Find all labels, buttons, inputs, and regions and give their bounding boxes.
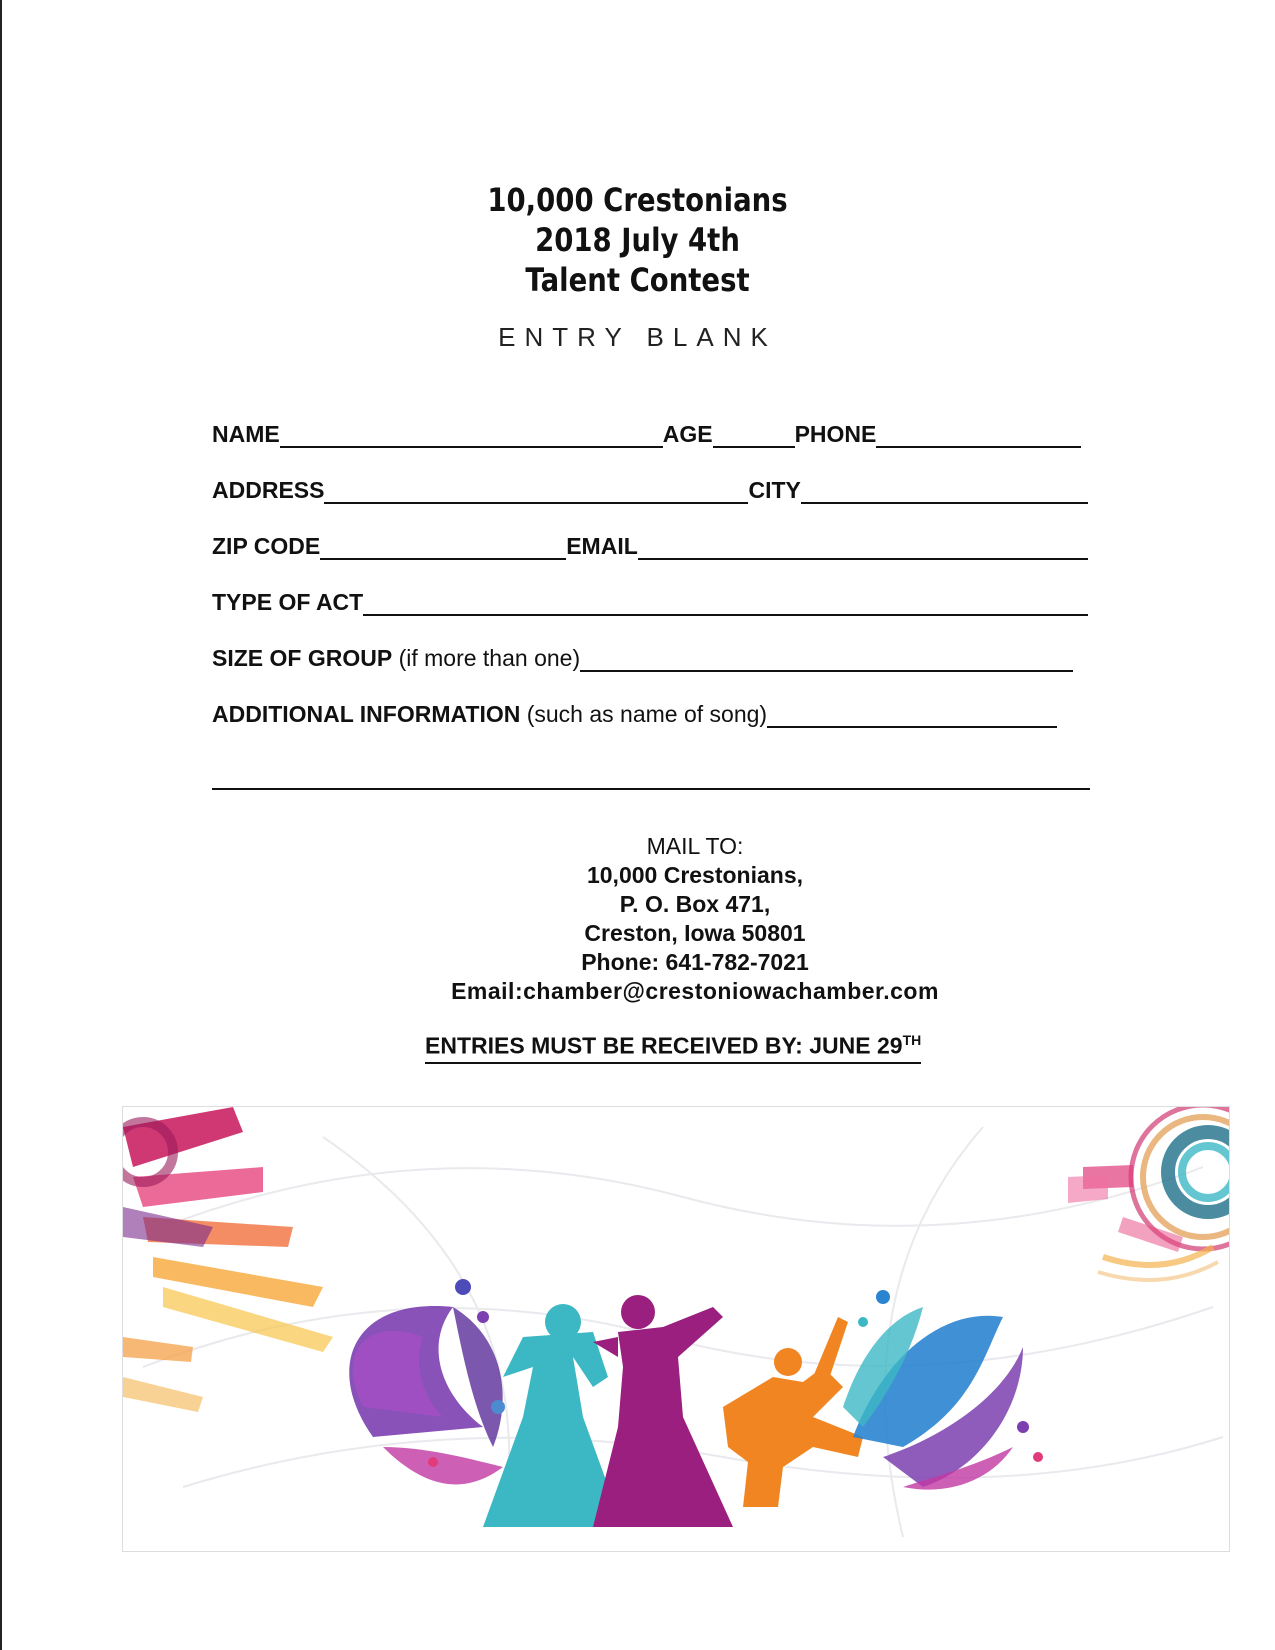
title-line-1: 10,000 Crestonians [487, 181, 788, 219]
age-label: AGE [662, 421, 713, 447]
group-field[interactable] [580, 644, 1073, 672]
info-label-text: ADDITIONAL INFORMATION [212, 701, 521, 727]
group-label-text: SIZE OF GROUP [212, 645, 393, 671]
orange-dancer-silhouette [723, 1317, 863, 1507]
address-field[interactable] [324, 476, 748, 504]
form-row-zip [212, 530, 1088, 560]
deadline-text: ENTRIES MUST BE RECEIVED BY: JUNE 29 [425, 1032, 903, 1059]
phone-field[interactable] [876, 420, 1081, 448]
mail-po-box: P. O. Box 471, [619, 891, 771, 917]
right-wing [843, 1290, 1043, 1490]
act-label: TYPE OF ACT [212, 589, 364, 615]
mail-org: 10,000 Crestonians, [586, 862, 804, 888]
info-note: (such as name of song) [520, 701, 768, 727]
magenta-singer-silhouette [593, 1295, 733, 1527]
info-label [212, 701, 767, 728]
zip-field[interactable] [320, 532, 566, 560]
form-row-address [212, 474, 1088, 504]
group-note: (if more than one) [392, 645, 581, 671]
form-row-group [212, 642, 1073, 672]
zip-label: ZIP CODE [212, 533, 321, 559]
form-row-name [212, 418, 1081, 448]
city-label: CITY [748, 477, 801, 503]
info-field[interactable] [767, 700, 1057, 728]
form-row-info-continued [212, 760, 1090, 790]
entry-blank-heading: ENTRY BLANK [498, 322, 777, 352]
left-starburst [123, 1107, 333, 1412]
talent-banner-illustration [122, 1106, 1230, 1552]
right-ring-burst [1068, 1107, 1230, 1280]
title-line-3: Talent Contest [525, 261, 750, 299]
mail-email: Email:chamber@crestoniowachamber.com [451, 978, 939, 1004]
deadline-notice [425, 1032, 921, 1064]
name-field[interactable] [280, 420, 663, 448]
address-label: ADDRESS [212, 477, 325, 503]
title-block [0, 180, 1275, 300]
email-field[interactable] [638, 532, 1088, 560]
info-field-continued[interactable] [212, 762, 1090, 790]
email-label: EMAIL [566, 533, 638, 559]
age-field[interactable] [713, 420, 795, 448]
mail-phone: Phone: 641-782-7021 [581, 949, 809, 975]
group-label [212, 645, 580, 672]
form-row-info [212, 698, 1057, 728]
mailing-address [0, 832, 1275, 1006]
deadline-suffix: TH [902, 1032, 922, 1048]
banner-art [123, 1107, 1230, 1552]
name-label: NAME [212, 421, 280, 447]
phone-label: PHONE [794, 421, 877, 447]
form-row-act [212, 586, 1088, 616]
mail-to-label: MAIL TO: [646, 833, 744, 859]
act-field[interactable] [363, 588, 1088, 616]
mail-city: Creston, Iowa 50801 [584, 920, 806, 946]
title-line-2: 2018 July 4th [535, 221, 740, 259]
city-field[interactable] [801, 476, 1088, 504]
